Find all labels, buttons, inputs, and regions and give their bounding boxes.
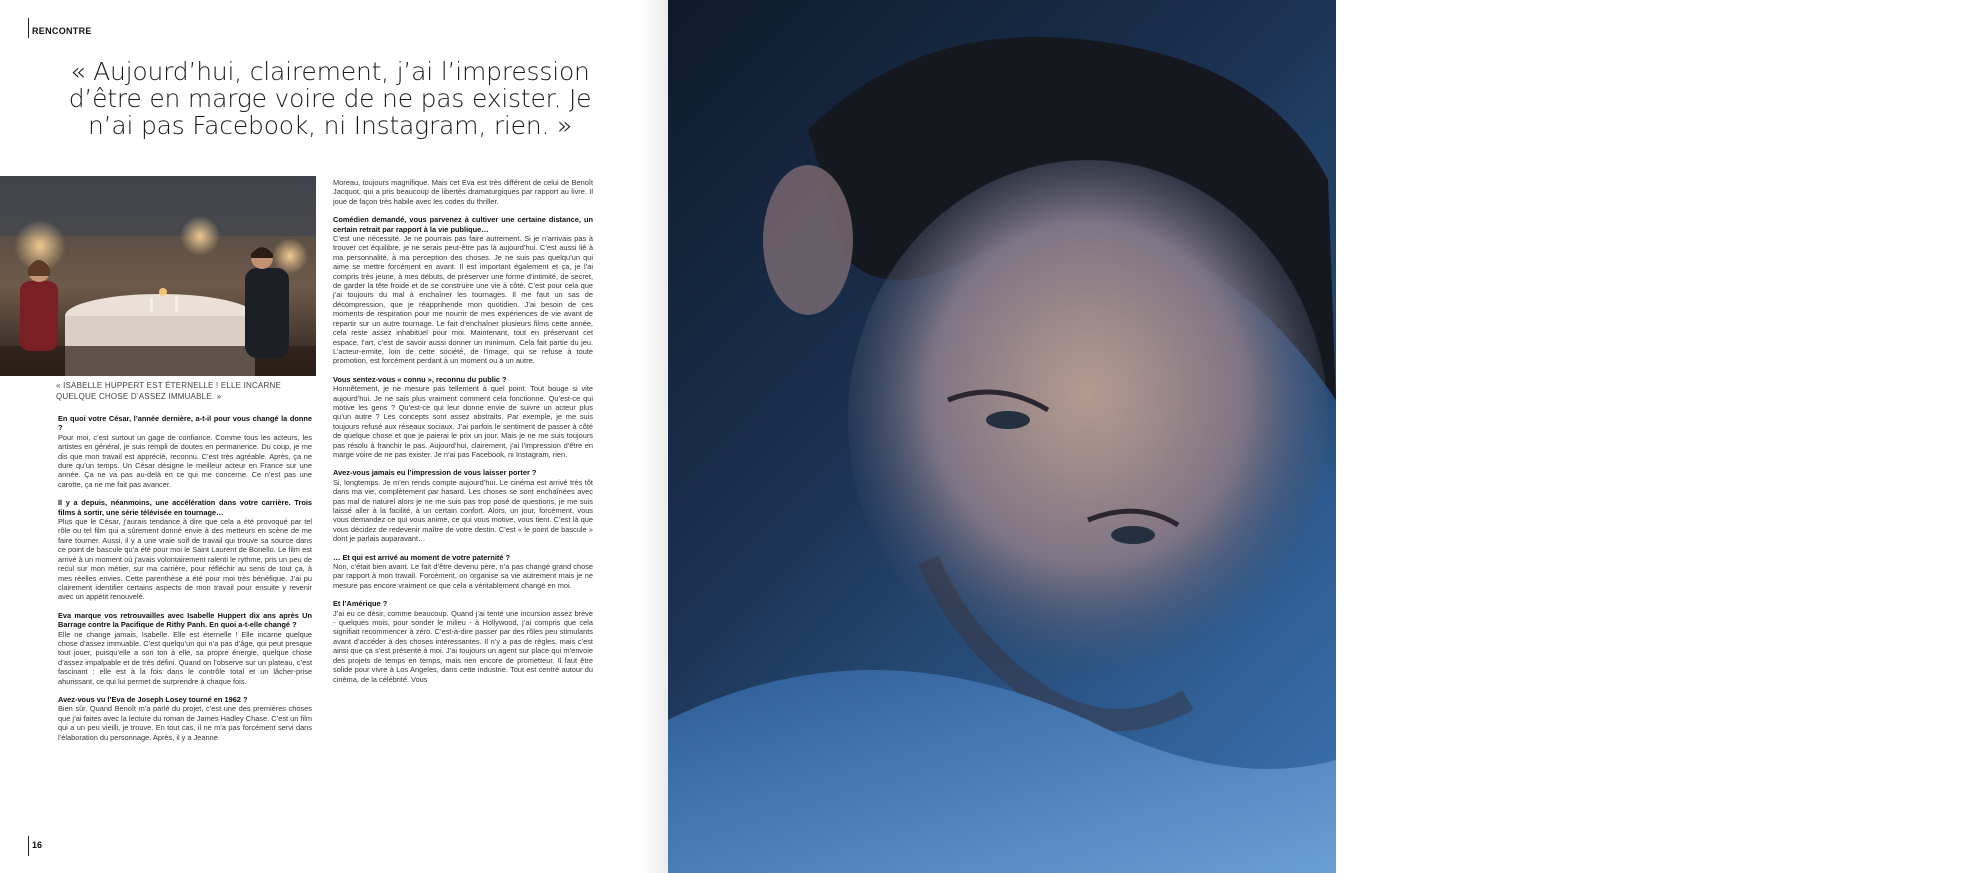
answer: Elle ne change jamais, Isabelle. Elle est éternelle ! Elle incarne quelque chose d’assez immuable. C’est quelqu’un qui n’a pas d’âge, qui peut presque tout jouer, puisqu’elle a son ton à elle, sa propre énergie, quelque chose d’assez impalpable et de très défini. Quand on l’observe sur un plateau, c’est fascinant : elle est à la fois dans le contrôle total et un lâcher-prise ahurissant, ce qui lui permet de surprendre à chaque fois. xyxy=(58,629,312,686)
question: Avez-vous vu l’Eva de Joseph Losey tourné en 1962 ? xyxy=(58,694,248,704)
qa-block xyxy=(333,215,593,366)
qa-block xyxy=(333,553,593,591)
answer: Plus que le César, j’aurais tendance à dire que cela a été provoqué par tel rôle ou tel film qui a sûrement donné envie à des metteurs en scène de me faire tourner. Aussi, il y a une vraie soif de travail qui trouve sa source dans ce point de bascule qu’a été pour moi le Saint Laurent de Bonello. Le film est arrivé à un moment où j’avais volontairement ralenti le rythme, pris un peu de recul sur mon métier, sur ma carrière, pour réfléchir au sens de tout ça, à mes réelles envies. Cette parenthèse a été pour moi très bénéfique. J’ai pu clairement identifier certains aspects de mon travail pour ensuite y revenir avec un appétit renouvelé. xyxy=(58,517,312,602)
page-number-left: 16 xyxy=(32,840,43,850)
question: Vous sentez-vous « connu », reconnu du public ? xyxy=(333,374,507,384)
answer: C’est une nécessité. Je ne pourrais pas faire autrement. Si je n’arrivais pas à trouver cet équilibre, je ne serais peut-être pas là aujourd’hui. C’est aussi lié à ma personnalité, à ma perception des choses. Je ne suis pas quelqu’un qui aime se mettre forcément en avant. Il est important également et ça, je l’ai compris très jeune, à mes débuts, de préserver une forme d’intimité, de secret, de garder la tête froide et de se construire une vie à côté. C’est pour cela que j’ai toujours du mal à enchaîner les tournages. Il me faut un sas de décompression, que je réapprihende mon quotidien. J’ai besoin de ces moments de respiration pour me nourrir de mes expériences de vie avant de repartir sur un autre tournage. Le fait d’enchaîner plusieurs films cette année, cela reste assez inhabituel pour moi. Maintenant, tout en préservant cet espace, l’art, c’est de savoir aussi donner un minimum. Cela fait partie du jeu. L’acteur-ermite, loin de cette société, de l’image, qui se refuse à toute promotion, est forcément perdant à un moment ou à un autre. xyxy=(333,234,593,366)
pull-quote: « Aujourd’hui, clairement, j’ai l’impression d’être en marge voire de ne pas exister. Je n’ai pas Facebook, ni Instagram, rien. » xyxy=(68,57,592,140)
answer: Moreau, toujours magnifique. Mais cet Eva est très différent de celui de Benoît Jacquot, qui a pris beaucoup de libertés dramaturgiques par rapport au livre. Il joue de façon très habile avec les codes du thriller. xyxy=(333,178,593,206)
photo-caption: « ISABELLE HUPPERT EST ÉTERNELLE ! ELLE INCARNE QUELQUE CHOSE D’ASSEZ IMMUABLE. » xyxy=(56,381,282,401)
question: Comédien demandé, vous parvenez à cultiver une certaine distance, un certain retrait par rapport à la vie publique… xyxy=(333,215,593,234)
qa-block xyxy=(58,611,312,686)
qa-block xyxy=(333,468,593,543)
section-rule xyxy=(28,18,29,38)
article-column-2 xyxy=(333,178,593,693)
answer: Si, longtemps. Je m’en rends compte aujourd’hui. Le cinéma est arrivé très tôt dans ma vie, complètement par hasard. Les choses se sont enchaînées avec pas mal de naturel alors je ne me suis pas trop posé de questions, je me suis laissé aller à la facilité, à un certain confort. Alors, un jour, forcément, vous vous demandez ce qui vous anime, ce qui vous motive, vous tient. C’est là que vous décidez de redevenir maître de votre destin. C’est « le point de bascule » dont je parlais auparavant… xyxy=(333,477,593,544)
qa-block xyxy=(333,178,593,206)
left-page xyxy=(0,0,668,873)
article-column-1 xyxy=(58,414,312,751)
question: Et l’Amérique ? xyxy=(333,599,388,609)
qa-block xyxy=(58,498,312,601)
section-label: RENCONTRE xyxy=(32,26,92,36)
folio-rule xyxy=(28,836,29,856)
portrait-photo xyxy=(668,0,1970,873)
answer: Pour moi, c’est surtout un gage de confiance. Comme tous les acteurs, les artistes en général, je suis rempli de doutes en permanence. Du coup, je me dis que mon travail est apprécié, reconnu. C’est très agréable. Après, ça ne dure qu’un temps. Un César désigne le meilleur acteur en France sur une année. Ça ne va pas au-delà en ce qui me concerne. Ce n’est pas une carotte, ça ne me fait pas avancer. xyxy=(58,432,312,489)
question: Avez-vous jamais eu l’impression de vous laisser porter ? xyxy=(333,468,537,478)
answer: Honnêtement, je ne mesure pas tellement à quel point. Tout bouge si vite aujourd’hui. Je ne sais plus vraiment comment cela fonctionne. Qu’est-ce qui motive les gens ? Qu’est-ce qui leur donne envie de suivre un acteur plus qu’un autre ? Les concepts sont assez abstraits. Par exemple, je me suis toujours refusé aux réseaux sociaux. J’ai parfois le sentiment de passer à côté de quelque chose et que je paierai le prix un jour. Mais je ne me suis toujours pas résolu à franchir le pas. Aujourd’hui, clairement, j’ai l’impression d’être en marge voire de ne pas exister. Je n’ai pas Facebook, ni Instagram, rien. xyxy=(333,384,593,459)
answer: J’ai eu ce désir, comme beaucoup. Quand j’ai tenté une incursion assez brève - quelques mois, pour sonder le milieu - à Hollywood, j’ai compris que cela signifiait recommencer à zéro. C’est-à-dire passer par des rôles peu stimulants avant d’accéder à des choses intéressantes. Il n’y a pas de règles, mais c’est ainsi que ça s’est présenté à moi. J’ai toujours un agent sur place qui m’envoie des projets de temps en temps, mais rien encore de prometteur. Il faut être solide pour vivre à Los Angeles, dans cette industrie. Tout est centré autour du cinéma, de la célébrité. Vous xyxy=(333,608,593,684)
restaurant-scene-photo xyxy=(0,176,316,376)
portrait-caption: APRÈS AVOIR OBTENU UN CÉSAR L’ANNÉE DERNIÈRE POUR JUSTE LA FIN DU MONDE DE XAVIER DOLAN, GASPARD ULLIEL ENCHAÎNE AUJOURD’HUI LES TOURNAGES : EVA DE BENOÎT JACQUOT, LE MYSTÉRIEUX 9 DOIGTS DE F.J. OSSANG, UN PEUPLE ET SON ROI DE PIERRE SCHOELLER ET, À LA TÉLÉVISION, IL ÉTAIT UNE SECONDE FOIS DE GUILLAUME NICLOUX POUR ARTE… xyxy=(1410,690,1536,819)
question: En quoi votre César, l’année dernière, a-t-il pour vous changé la donne ? xyxy=(58,414,312,433)
page-number-right: 17 xyxy=(1960,840,1970,850)
question: … Et qui est arrivé au moment de votre paternité ? xyxy=(333,552,511,562)
qa-block xyxy=(58,414,312,489)
qa-block xyxy=(333,599,593,684)
question: Eva marque vos retrouvailles avec Isabelle Huppert dix ans après Un Barrage contre la Pacifique de Rithy Panh. En quoi a-t-elle changé ? xyxy=(58,610,312,630)
qa-block xyxy=(333,375,593,460)
answer: Bien sûr. Quand Benoît m’a parlé du projet, c’est une des premières choses que j’ai faites avec la lecture du roman de James Hadley Chase. C’est un film qui a un peu vieilli, je trouve. En tout cas, il ne m’a pas forcément servi dans l’élaboration du personnage. Après, il y a Jeanne xyxy=(58,704,312,742)
qa-block xyxy=(58,695,312,742)
answer: Non, c’était bien avant. Le fait d’être devenu père, n’a pas changé grand chose par rapport à mon travail. Forcément, on organise sa vie autrement mais je ne mesure pas encore vraiment ce que cela a véritablement changé en moi. xyxy=(333,562,593,590)
spine-shadow xyxy=(640,0,668,873)
question: Il y a depuis, néanmoins, une accélération dans votre carrière. Trois films à sortir, une série télévisée en tournage… xyxy=(58,498,312,517)
